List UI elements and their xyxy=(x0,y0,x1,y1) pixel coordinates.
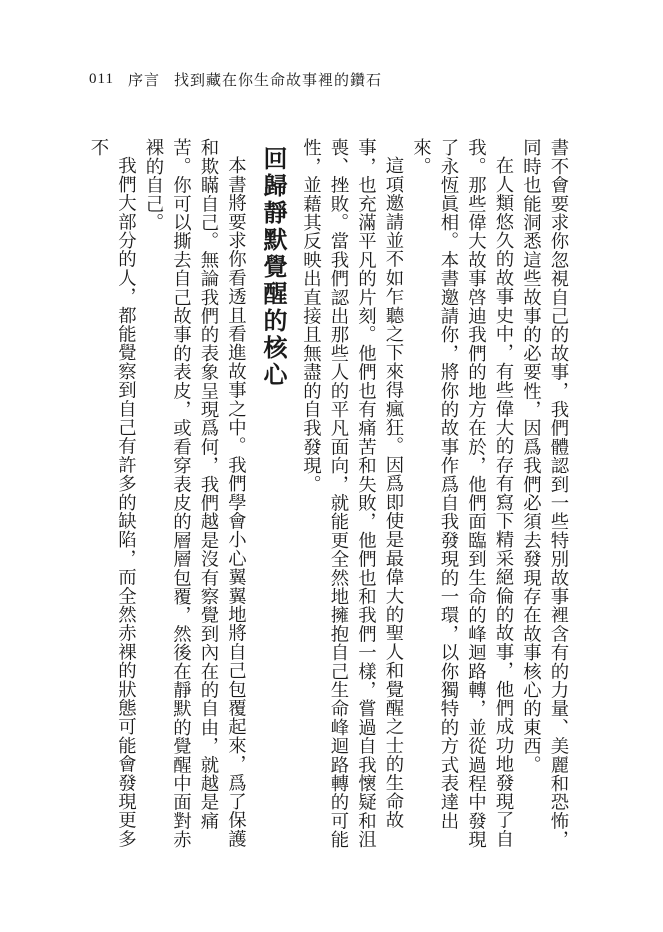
vertical-body-text xyxy=(88,138,572,850)
paragraph-5: 我們大部分的人，都能覺察到自己有許多的缺陷，而全然赤裸的狀態可能會發現更多不 xyxy=(88,138,137,849)
chapter-title: 找到藏在你生命故事裡的鑽石 xyxy=(173,70,382,89)
running-header xyxy=(89,68,382,90)
paragraph-2: 在人類悠久的故事史中，有些偉大的存有寫下精采絕倫的故事，他們成功地發現了自我。那些偉大故事啓迪我們的地方在於，他們面臨到生命的峰迴路轉，並從過程中發現了永恆眞相。本書邀請你，將你的故事作爲自我發現的一環，以你獨特的方式表達出來。 xyxy=(410,138,514,849)
paragraph-4: 本書將要求你看透且看進故事之中。我們學會小心翼翼地將自己包覆起來，爲了保護和欺瞞自己。無論我們的表象呈現爲何，我們越是沒有察覺到內在的自由，就越是痛苦。你可以撕去自己故事的表皮，或看穿表皮的層層包覆，然後在靜默的覺醒中面對赤裸的自己。 xyxy=(143,138,247,849)
paragraph-3: 這項邀請並不如乍聽之下來得瘋狂。因爲即使是最偉大的聖人和覺醒之士的生命故事，也充滿平凡的片刻。他們也有痛苦和失敗，他們也和我們一樣，嘗過自我懷疑和沮喪、挫敗。當我們認出那些人的平凡面向，就能更全然地擁抱自己生命峰迴路轉的可能性，並藉其反映出直接且無盡的自我發現。 xyxy=(300,138,404,849)
page-number: 011 xyxy=(89,70,114,87)
section-label: 序言 xyxy=(127,70,160,89)
section-heading: 回歸靜默覺醒的核心 xyxy=(259,146,288,389)
paragraph-1: 書不會要求你忽視自己的故事，我們體認到一些特別故事裡含有的力量、美麗和恐怖，同時也能洞悉這些故事的必要性，因爲我們必須去發現存在故事核心的東西。 xyxy=(520,138,569,849)
